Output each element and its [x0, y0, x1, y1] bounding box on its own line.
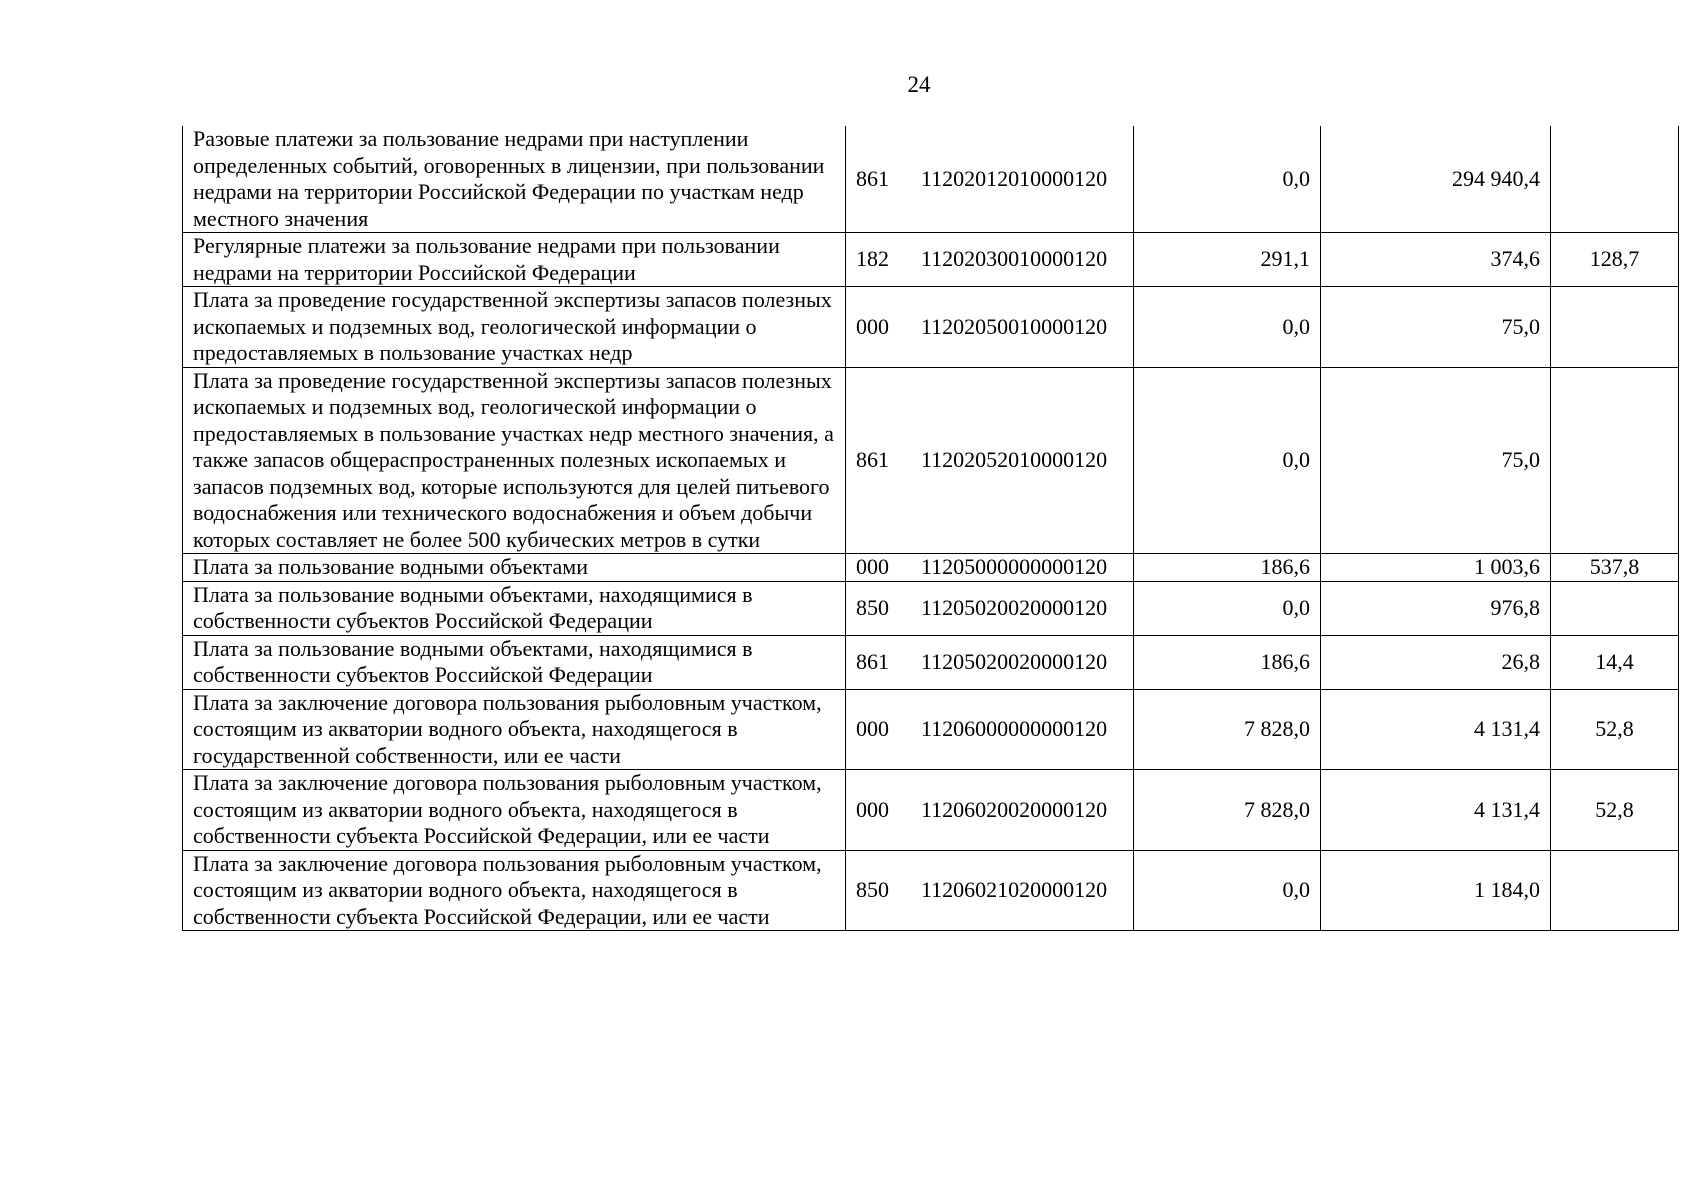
percent-cell	[1551, 367, 1679, 554]
amount-current-cell: 374,6	[1321, 233, 1551, 287]
admin-code: 861	[856, 165, 889, 191]
percent-cell: 128,7	[1551, 233, 1679, 287]
amount-current-cell: 976,8	[1321, 581, 1551, 635]
code-cell	[846, 287, 1134, 368]
admin-code: 861	[856, 648, 889, 674]
code-cell	[846, 233, 1134, 287]
amount-previous-cell: 0,0	[1134, 581, 1321, 635]
budget-classification-code: 11205020020000120	[921, 648, 1108, 674]
admin-code: 000	[856, 554, 889, 579]
percent-cell	[1551, 850, 1679, 931]
income-name-cell: Плата за заключение договора пользования рыболовным участком, состоящим из акватории водного объекта, находящегося в собственности субъекта Российской Федерации, или ее части	[183, 850, 846, 931]
income-name-cell: Плата за пользование водными объектами, находящимися в собственности субъектов Российской Федерации	[183, 581, 846, 635]
percent-cell: 14,4	[1551, 635, 1679, 689]
amount-current-cell: 1 003,6	[1321, 554, 1551, 582]
amount-previous-cell: 186,6	[1134, 554, 1321, 582]
percent-cell	[1551, 287, 1679, 368]
code-cell	[846, 850, 1134, 931]
budget-classification-code: 11206020020000120	[921, 796, 1108, 822]
income-name-cell: Плата за заключение договора пользования рыболовным участком, состоящим из акватории водного объекта, находящегося в собственности субъекта Российской Федерации, или ее части	[183, 770, 846, 851]
budget-classification-code: 11202050010000120	[921, 313, 1108, 339]
budget-classification-code: 11202012010000120	[921, 165, 1108, 191]
budget-classification-code: 11206021020000120	[921, 877, 1108, 902]
amount-current-cell: 75,0	[1321, 367, 1551, 554]
code-cell	[846, 770, 1134, 851]
table-row	[183, 689, 1679, 770]
income-name-cell: Плата за проведение государственной экспертизы запасов полезных ископаемых и подземных вод, геологической информации о предоставляемых в пользование участках недр местного значения, а также запасов общераспространенных полезных ископаемых и запасов подземных вод, которые используются для целей питьевого водоснабжения или технического водоснабжения и объем добычи которых составляет не более 500 кубических метров в сутки	[183, 367, 846, 554]
income-name-cell: Разовые платежи за пользование недрами при наступлении определенных событий, оговоренных в лицензии, при пользовании недрами на территории Российской Федерации по участкам недр местного значения	[183, 126, 846, 233]
code-cell	[846, 554, 1134, 582]
income-name-cell: Плата за проведение государственной экспертизы запасов полезных ископаемых и подземных вод, геологической информации о предоставляемых в пользование участках недр	[183, 287, 846, 368]
code-cell	[846, 581, 1134, 635]
amount-previous-cell: 0,0	[1134, 287, 1321, 368]
admin-code: 861	[856, 447, 889, 472]
budget-classification-code: 11202052010000120	[921, 447, 1108, 472]
amount-previous-cell: 0,0	[1134, 850, 1321, 931]
admin-code: 850	[856, 877, 889, 902]
amount-previous-cell: 0,0	[1134, 367, 1321, 554]
code-cell	[846, 126, 1134, 233]
budget-classification-code: 11205000000000120	[921, 554, 1108, 579]
admin-code: 000	[856, 796, 889, 822]
admin-code: 000	[856, 313, 889, 339]
admin-code: 850	[856, 594, 889, 620]
budget-classification-code: 11205020020000120	[921, 594, 1108, 620]
table-row	[183, 581, 1679, 635]
admin-code: 000	[856, 716, 889, 741]
budget-classification-code: 11202030010000120	[921, 246, 1108, 272]
code-cell	[846, 367, 1134, 554]
table-row	[183, 850, 1679, 931]
table-body	[183, 126, 1679, 931]
percent-cell: 52,8	[1551, 689, 1679, 770]
amount-current-cell: 75,0	[1321, 287, 1551, 368]
code-cell	[846, 635, 1134, 689]
admin-code: 182	[856, 246, 889, 272]
amount-current-cell: 26,8	[1321, 635, 1551, 689]
amount-current-cell: 294 940,4	[1321, 126, 1551, 233]
page-number: 24	[907, 72, 931, 97]
amount-previous-cell: 186,6	[1134, 635, 1321, 689]
table-row	[183, 233, 1679, 287]
amount-previous-cell: 7 828,0	[1134, 770, 1321, 851]
percent-cell	[1551, 126, 1679, 233]
code-cell	[846, 689, 1134, 770]
budget-classification-code: 11206000000000120	[921, 716, 1108, 741]
table-row	[183, 554, 1679, 582]
income-name-cell: Плата за заключение договора пользования рыболовным участком, состоящим из акватории водного объекта, находящегося в государственной собственности, или ее части	[183, 689, 846, 770]
amount-current-cell: 4 131,4	[1321, 689, 1551, 770]
percent-cell	[1551, 581, 1679, 635]
amount-previous-cell: 291,1	[1134, 233, 1321, 287]
income-name-cell: Плата за пользование водными объектами	[183, 554, 846, 582]
income-name-cell: Регулярные платежи за пользование недрами при пользовании недрами на территории Российской Федерации	[183, 233, 846, 287]
table-row	[183, 635, 1679, 689]
amount-current-cell: 1 184,0	[1321, 850, 1551, 931]
income-name-cell: Плата за пользование водными объектами, находящимися в собственности субъектов Российской Федерации	[183, 635, 846, 689]
table-row	[183, 126, 1679, 233]
table-row	[183, 770, 1679, 851]
percent-cell: 537,8	[1551, 554, 1679, 582]
percent-cell: 52,8	[1551, 770, 1679, 851]
amount-previous-cell: 0,0	[1134, 126, 1321, 233]
amount-previous-cell: 7 828,0	[1134, 689, 1321, 770]
revenue-table	[182, 126, 1679, 931]
table-row	[183, 287, 1679, 368]
table-row	[183, 367, 1679, 554]
amount-current-cell: 4 131,4	[1321, 770, 1551, 851]
